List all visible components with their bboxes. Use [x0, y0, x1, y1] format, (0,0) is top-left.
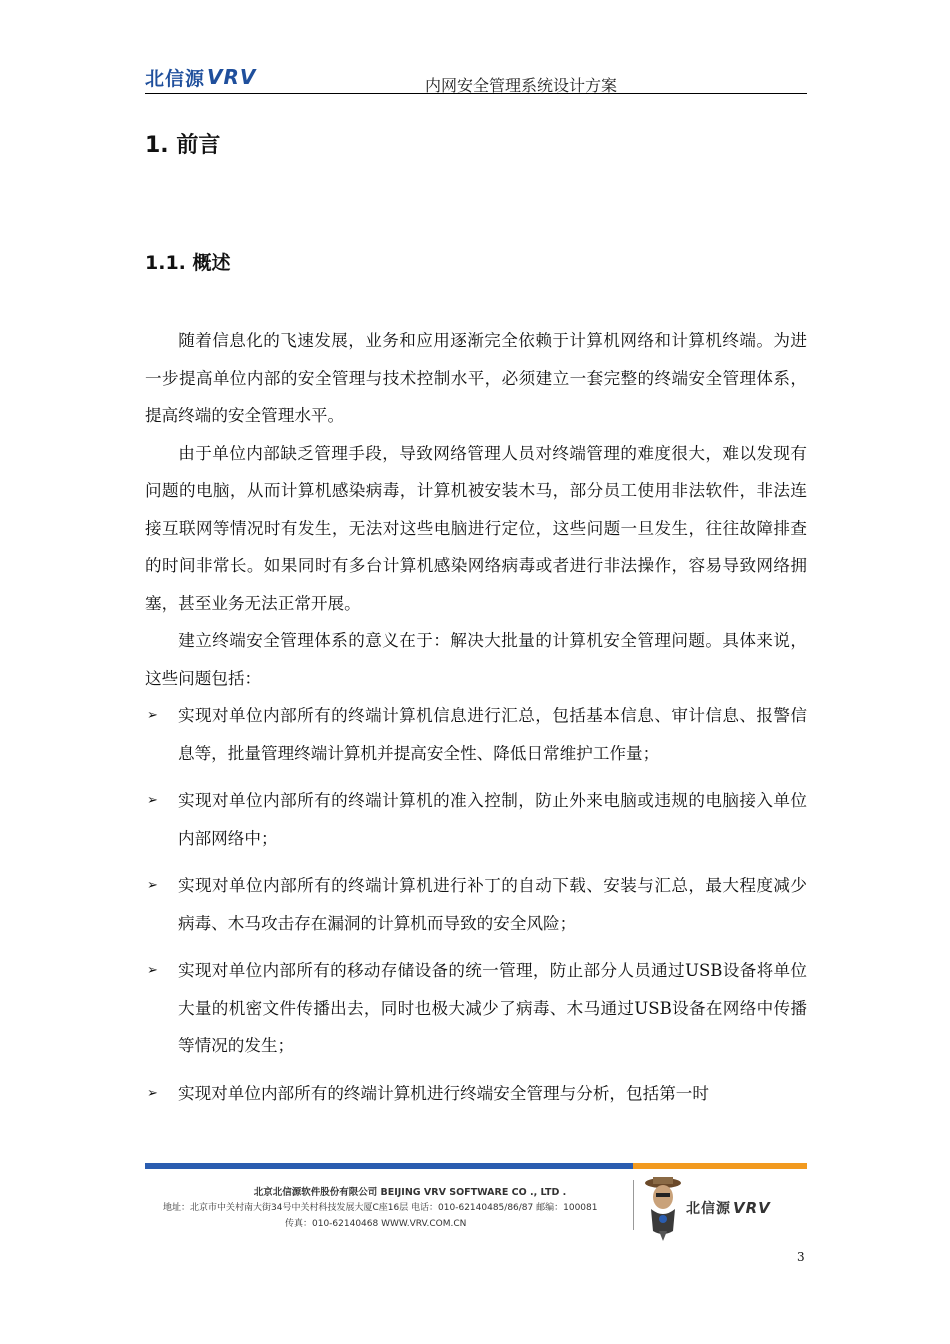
- footer-logo: [686, 1198, 771, 1218]
- heading-1-1: 1.1. 概述: [145, 252, 231, 274]
- list-item: [145, 952, 807, 1065]
- list-item: [145, 782, 807, 857]
- header-rule: [145, 93, 807, 94]
- list-item-text: 实现对单位内部所有的移动存储设备的统一管理，防止部分人员通过USB设备将单位大量的机密文件传播出去，同时也极大减少了病毒、木马通过USB设备在网络中传播等情况的发生；: [178, 961, 807, 1055]
- footer-fax: 传真：010-62140468 WWW.VRV.COM.CN: [285, 1219, 467, 1229]
- footer-rule-blue: [145, 1163, 633, 1169]
- document-body: [145, 322, 807, 1122]
- footer-address: 地址：北京市中关村南大街34号中关村科技发展大厦C座16层 电话：010-62140485/86/87 邮编：100081: [163, 1203, 598, 1213]
- arrow-bullet-icon: ➢: [147, 963, 158, 978]
- footer-rule-orange: [633, 1163, 807, 1169]
- list-item-text: 实现对单位内部所有的终端计算机的准入控制，防止外来电脑或违规的电脑接入单位内部网络中；: [178, 791, 807, 848]
- list-item: [145, 1075, 807, 1113]
- header-logo-en: VRV: [207, 65, 257, 89]
- footer-company: 北京北信源软件股份有限公司 BEIJING VRV SOFTWARE CO ., LTD .: [253, 1187, 567, 1198]
- header-logo: [145, 64, 256, 90]
- bullet-list: [145, 697, 807, 1112]
- list-item: [145, 867, 807, 942]
- arrow-bullet-icon: ➢: [147, 878, 158, 893]
- paragraph: 随着信息化的飞速发展，业务和应用逐渐完全依赖于计算机网络和计算机终端。为进一步提高单位内部的安全管理与技术控制水平，必须建立一套完整的终端安全管理体系，提高终端的安全管理水平。: [145, 331, 807, 425]
- footer-logo-cn: 北信源: [686, 1201, 731, 1217]
- arrow-bullet-icon: ➢: [147, 793, 158, 808]
- heading-1: 1. 前言: [145, 133, 221, 158]
- header-logo-cn: 北信源: [145, 67, 206, 90]
- list-item-text: 实现对单位内部所有的终端计算机信息进行汇总，包括基本信息、审计信息、报警信息等，批量管理终端计算机并提高安全性、降低日常维护工作量；: [178, 706, 807, 763]
- header-title: 内网安全管理系统设计方案: [425, 76, 618, 95]
- paragraph: 由于单位内部缺乏管理手段，导致网络管理人员对终端管理的难度很大，难以发现有问题的电脑，从而计算机感染病毒，计算机被安装木马，部分员工使用非法软件，非法连接互联网等情况时有发生，无法对这些电脑进行定位，这些问题一旦发生，往往故障排查的时间非常长。如果同时有多台计算机感染网络病毒或者进行非法操作，容易导致网络拥塞，甚至业务无法正常开展。: [145, 443, 807, 613]
- list-item: [145, 697, 807, 772]
- footer-divider: [633, 1180, 634, 1230]
- arrow-bullet-icon: ➢: [147, 708, 158, 723]
- footer-logo-en: VRV: [733, 1199, 771, 1217]
- page-number: 3: [797, 1250, 805, 1264]
- arrow-bullet-icon: ➢: [147, 1085, 158, 1101]
- list-item-text: 实现对单位内部所有的终端计算机进行终端安全管理与分析，包括第一时: [178, 1083, 709, 1103]
- list-item-text: 实现对单位内部所有的终端计算机进行补丁的自动下载、安装与汇总，最大程度减少病毒、木马攻击存在漏洞的计算机而导致的安全风险；: [178, 876, 807, 933]
- paragraph: 建立终端安全管理体系的意义在于：解决大批量的计算机安全管理问题。具体来说，这些问题包括：: [145, 631, 807, 688]
- mascot-icon: [643, 1173, 683, 1243]
